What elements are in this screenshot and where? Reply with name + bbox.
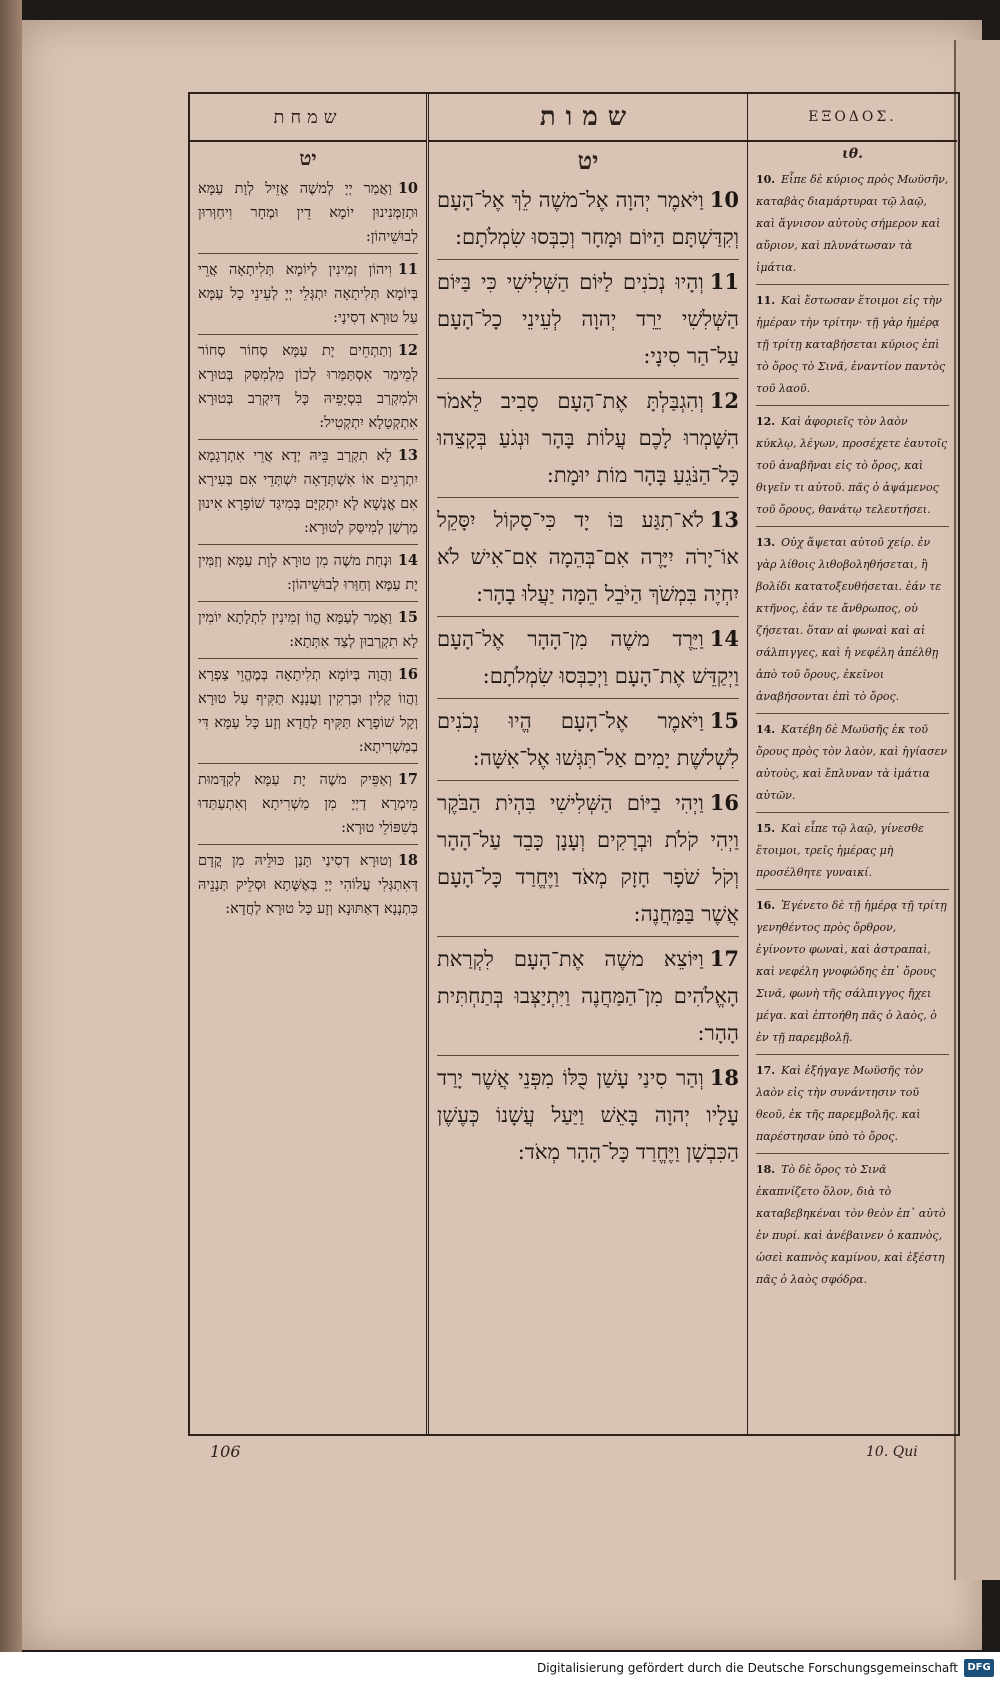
hebrew-verse-text: וַיְהִי בַיּוֹם הַשְּׁלִישִׁי בִּהְיֹת הַבֹּקֶר וַיְהִי קֹלֹת וּבְרָקִים וְעָנָן כָּבֵד עַל־הָהָר וְקֹל שֹׁפָר חָזָק מְאֹד וַיֶּחֱרַד כָּל־הָעָם אֲשֶׁר בַּמַּחֲנֶה: bbox=[437, 791, 739, 926]
greek-header: ΕΞΟΔΟΣ. bbox=[748, 94, 957, 142]
hebrew-verse-text: וַיּוֹצֵא משֶׁה אֶת־הָעָם לִקְרַאת הָאֱלֹהִים מִן־הַמַּחֲנֶה וַיִּתְיַצְּבוּ בְּתַחְתִּית הָהָר: bbox=[437, 947, 739, 1045]
hebrew-verse-text: וַיֹּאמֶר אֶל־הָעָם הֱיוּ נְכֹנִים לִשְׁלשֶׁת יָמִים אַל־תִּגְּשׁוּ אֶל־אִשָּׁה: bbox=[437, 709, 739, 770]
greek-verse-number: 10. bbox=[756, 173, 776, 186]
targum-verse bbox=[198, 254, 418, 335]
catchword: 10. Qui bbox=[866, 1444, 918, 1460]
targum-verse-number: 14 bbox=[397, 552, 418, 569]
targum-verse-number: 11 bbox=[397, 261, 418, 278]
greek-verse-list bbox=[748, 164, 957, 1296]
targum-verse bbox=[198, 602, 418, 659]
targum-verse-number: 15 bbox=[397, 609, 418, 626]
targum-verse-text: וְטוּרָא דְסִינַי תָּנַן כּוּלֵּיהּ מִן קֳדָם דְּאִתְגְּלִי עֲלוֹהִי יְיָ בְּאֶשָּׁתָא וּסְלֵיק תְּנָנֵיהּ כִּתְנָנָא דְאַתּוּנָא וְזָע כָּל טוּרָא לַחֲדָא: bbox=[198, 853, 418, 917]
targum-verse-text: וַהֲוָה בְּיוֹמָא תְלִיתָאָה בְּמֶהֱוֵי צַפְרָא וַהֲווֹ קָלִין וּבַרְקִין וַעֲנָנָא תַקִּיף עַל טוּרָא וְקָל שׁוֹפָרָא תַּקִּיף לַחֲדָא וְזָע כָּל עַמָּא דִּי בְמַשְׁרִיתָא: bbox=[198, 667, 418, 755]
hebrew-verse bbox=[437, 937, 739, 1056]
greek-verse-text: Τὸ δὲ ὄρος τὸ Σινᾶ ἐκαπνίζετο ὅλον, διὰ τὸ καταβεβηκέναι τὸν θεὸν ἐπ᾽ αὐτὸ ἐν πυρί. καὶ ἀνέβαινεν ὁ καπνὸς, ὡσεὶ καπνὸς καμίνου, καὶ ἐξέστη πᾶς ὁ λαὸς σφόδρα. bbox=[756, 1163, 946, 1286]
greek-verse bbox=[756, 813, 949, 890]
greek-chapter: ιθ. bbox=[842, 146, 863, 162]
hebrew-verse-number: 17 bbox=[709, 946, 739, 971]
targum-verse-number: 10 bbox=[397, 180, 418, 197]
targum-verse-number: 18 bbox=[397, 852, 418, 869]
hebrew-verse-number: 12 bbox=[709, 388, 739, 413]
hebrew-verse-text: וַיֵּרֶד משֶׁה מִן־הָהָר אֶל־הָעָם וַיְקַדֵּשׁ אֶת־הָעָם וַיְכַבְּסוּ שִׂמְלֹתָם: bbox=[437, 627, 739, 688]
hebrew-verse bbox=[437, 260, 739, 379]
greek-verse-number: 11. bbox=[756, 294, 776, 307]
hebrew-verse bbox=[437, 1056, 739, 1174]
hebrew-verse bbox=[437, 781, 739, 937]
hebrew-chapter: יט bbox=[577, 146, 599, 175]
hebrew-verse-text: וְהָיוּ נְכֹנִים לַיּוֹם הַשְּׁלִישִׁי כִּי בַּיּוֹם הַשְּׁלִשִׁי יֵרֵד יְהוָה לְעֵינֵי כָל־הָעָם עַל־הַר סִינָי: bbox=[437, 270, 739, 368]
hebrew-verse-number: 14 bbox=[709, 626, 739, 651]
targum-verse bbox=[198, 173, 418, 254]
greek-verse bbox=[756, 714, 949, 813]
greek-verse-text: Ἐγένετο δὲ τῇ ἡμέρᾳ τῇ τρίτῃ γενηθέντος πρὸς ὄρθρον, ἐγίνοντο φωναὶ, καὶ ἀστραπαὶ, καὶ νεφέλη γνοφώδης ἐπ᾽ ὄρους Σινᾶ, φωνὴ τῆς σάλπιγγος ἤχει μέγα. καὶ ἐπτοήθη πᾶς ὁ λαὸς, ὁ ἐν τῇ παρεμβολῇ. bbox=[756, 899, 947, 1044]
greek-verse-text: Οὐχ ἅψεται αὐτοῦ χείρ. ἐν γὰρ λίθοις λιθοβοληθήσεται, ἢ βολίδι κατατοξευθήσεται. ἐάν τε κτῆνος, ἐάν τε ἄνθρωπος, οὐ ζήσεται. ὅταν αἱ φωναὶ καὶ αἱ σάλπιγγες, καὶ ἡ νεφέλη ἀπέλθῃ ἀπὸ τοῦ ὄρους, ἐκεῖνοι ἀναβήσονται ἐπὶ τὸ ὄρος. bbox=[756, 536, 942, 703]
targum-verse-text: וַאֲמַר לְעַמָּא הֱווֹ זְמִינִין לִתְלָתָא יוֹמִין לָא תִקְרְבוּן לְצַד אִתְּתָא: bbox=[198, 610, 418, 650]
hebrew-verse-number: 11 bbox=[709, 269, 739, 294]
greek-verse bbox=[756, 1055, 949, 1154]
targum-verse-number: 13 bbox=[397, 447, 418, 464]
targum-verse bbox=[198, 659, 418, 764]
hebrew-verse bbox=[437, 498, 739, 617]
hebrew-verse bbox=[437, 178, 739, 260]
hebrew-verse-text: וְהַר סִינַי עָשַׁן כֻּלּוֹ מִפְּנֵי אֲשֶׁר יָרַד עָלָיו יְהוָה בָּאֵשׁ וַיַּעַל עֲשָׁנוֹ כְּעֶשֶׁן הַכִּבְשָׁן וַיֶּחֱרַד כָּל־הָהָר מְאֹד: bbox=[437, 1066, 739, 1164]
targum-verse bbox=[198, 440, 418, 545]
greek-verse-number: 15. bbox=[756, 822, 776, 835]
greek-column bbox=[747, 94, 957, 1434]
targum-verse-text: וּנְחַת משֶׁה מִן טוּרָא לְוָת עַמָּא וְזַמִּין יָת עַמָּא וְחַוַּרוּ לְבוּשֵׁיהוֹן: bbox=[198, 553, 418, 593]
targum-verse-number: 17 bbox=[397, 771, 418, 788]
targum-verse-number: 16 bbox=[397, 666, 418, 683]
greek-verse-number: 17. bbox=[756, 1064, 776, 1077]
hebrew-verse-number: 10 bbox=[709, 187, 739, 212]
targum-verse bbox=[198, 545, 418, 602]
next-page-edge bbox=[954, 40, 1000, 1580]
greek-verse-text: Καὶ εἶπε τῷ λαῷ, γίνεσθε ἕτοιμοι, τρεῖς ἡμέρας μὴ προσέλθητε γυναικί. bbox=[756, 822, 924, 879]
greek-verse-number: 16. bbox=[756, 899, 776, 912]
hebrew-verse-text: וַיֹּאמֶר יְהוָה אֶל־משֶׁה לֵךְ אֶל־הָעָם וְקִדַּשְׁתָּם הַיּוֹם וּמָחָר וְכִבְּסוּ שִׂמְלֹתָם: bbox=[437, 188, 739, 249]
hebrew-verse bbox=[437, 617, 739, 699]
hebrew-verse-text: לֹא־תִגַּע בּוֹ יָד כִּי־סָקוֹל יִסָּקֵל אוֹ־יָרֹה יִיָּרֶה אִם־בְּהֵמָה אִם־אִישׁ לֹא יִחְיֶה בִּמְשֹׁךְ הַיֹּבֵל הֵמָּה יַעֲלוּ בָהָר: bbox=[437, 508, 739, 606]
greek-verse-number: 14. bbox=[756, 723, 776, 736]
targum-verse-number: 12 bbox=[397, 342, 418, 359]
greek-verse bbox=[756, 527, 949, 714]
greek-verse-text: Κατέβη δὲ Μωϋσῆς ἐκ τοῦ ὄρους πρὸς τὸν λαὸν, καὶ ἡγίασεν αὐτοὺς, καὶ ἔπλυναν τὰ ἱμάτια αὐτῶν. bbox=[756, 723, 948, 802]
hebrew-column bbox=[426, 94, 748, 1434]
targum-verse-text: וִיהוֹן זְמִינִין לְיוֹמָא תְּלִיתָאָה אֲרֵי בְּיוֹמָא תְּלִיתָאָה יִתְגְּלֵי יְיָ לְעֵינֵי כָל עַמָּא עַל טוּרָא דְסִינָי: bbox=[198, 262, 418, 326]
targum-verse-text: וַאֲמַר יְיָ לְמשֶׁה אֱזֵיל לְוָת עַמָּא וּתְזַמְּנִינוּן יוֹמָא דֵין וּמְחָר וִיחַוְּרוּן לְבוּשֵׁיהוֹן: bbox=[198, 181, 418, 245]
dfg-logo-icon: DFG bbox=[964, 1659, 994, 1677]
targum-chapter: יט bbox=[299, 146, 317, 170]
targum-verse bbox=[198, 764, 418, 845]
greek-verse-text: Εἶπε δὲ κύριος πρὸς Μωϋσῆν, καταβὰς διαμάρτυραι τῷ λαῷ, καὶ ἅγνισον αὐτοὺς σήμερον καὶ αὔριον, καὶ πλυνάτωσαν τὰ ἱμάτια. bbox=[756, 173, 949, 274]
greek-verse-number: 12. bbox=[756, 415, 776, 428]
hebrew-verse-number: 15 bbox=[709, 708, 739, 733]
hebrew-verse-number: 13 bbox=[709, 507, 739, 532]
targum-verse-text: לָא תִקְרַב בֵּיהּ יְדָא אֲרֵי אִתְרְגָמָא יִתְרְגֵים אוֹ אִשְׁתְּדָאָה יִשְׁתְּדֵי אִם בְּעִירָא אִם אֱנָשָׁא לָא יִתְקַיָּם בְּמִיגַּד שׁוֹפָרָא אִינוּן מַרְשַׁן לְמִיסַּק לְטוּרָא: bbox=[198, 448, 418, 536]
hebrew-verse-list bbox=[429, 178, 747, 1174]
greek-verse-text: Καὶ ἔστωσαν ἕτοιμοι εἰς τὴν ἡμέραν τὴν τρίτην· τῇ γὰρ ἡμέρᾳ τῇ τρίτῃ καταβήσεται κύριος ἐπὶ τὸ ὄρος τὸ Σινᾶ, ἐναντίον παντὸς τοῦ λαοῦ. bbox=[756, 294, 946, 395]
greek-verse bbox=[756, 890, 949, 1055]
hebrew-verse-number: 16 bbox=[709, 790, 739, 815]
greek-verse bbox=[756, 285, 949, 406]
page-number: 106 bbox=[210, 1442, 241, 1461]
footer-text: Digitalisierung gefördert durch die Deutsche Forschungsgemeinschaft bbox=[536, 1661, 958, 1675]
greek-verse-number: 18. bbox=[756, 1163, 776, 1176]
digitization-footer bbox=[0, 1652, 1000, 1686]
hebrew-verse-text: וְהִגְבַּלְתָּ אֶת־הָעָם סָבִיב לֵאמֹר הִשָּׁמְרוּ לָכֶם עֲלוֹת בָּהָר וּנְגֹעַ בְּקָצֵהוּ כָּל־הַנֹּגֵעַ בָּהָר מוֹת יוּמָת: bbox=[437, 389, 739, 487]
targum-verse-list bbox=[190, 173, 426, 925]
hebrew-verse bbox=[437, 699, 739, 781]
greek-verse bbox=[756, 406, 949, 527]
greek-verse-text: Καὶ ἐξήγαγε Μωϋσῆς τὸν λαὸν εἰς τὴν συνάντησιν τοῦ θεοῦ, ἐκ τῆς παρεμβολῆς. καὶ παρέστησαν ὑπὸ τὸ ὄρος. bbox=[756, 1064, 924, 1143]
polyglot-frame bbox=[188, 92, 960, 1436]
targum-verse-text: וְאַפֵּיק משֶׁה יָת עַמָּא לְקַדָּמוּת מֵימְרָא דַיְיָ מִן מַשְׁרִיתָא וְאִתְעַתַּדוּ בְּשִׁפּוֹלֵי טוּרָא: bbox=[198, 772, 418, 836]
greek-verse bbox=[756, 1154, 949, 1296]
book-spine-edge bbox=[0, 0, 22, 1686]
targum-verse bbox=[198, 845, 418, 925]
hebrew-verse-number: 18 bbox=[709, 1065, 739, 1090]
targum-verse-text: וְתַתְחֵים יָת עַמָּא סְחוֹר סְחוֹר לְמֵימַר אִסְתַּמַּרוּ לְכוֹן מִלְמִסַּק בְּטוּרָא וּלְמִקְרַב בִּסְיָפֵיהּ כָּל דְּיִקְרַב בְּטוּרָא אִתְקְטָלָא יִתְקְטִיל: bbox=[198, 343, 418, 431]
greek-verse-number: 13. bbox=[756, 536, 776, 549]
greek-verse bbox=[756, 164, 949, 285]
targum-header: שמחת bbox=[190, 94, 426, 142]
hebrew-verse bbox=[437, 379, 739, 498]
targum-column bbox=[190, 94, 427, 1434]
greek-verse-text: Καὶ ἀφοριεῖς τὸν λαὸν κύκλῳ, λέγων, προσέχετε ἑαυτοῖς τοῦ ἀναβῆναι εἰς τὸ ὄρος, καὶ θιγεῖν τι αὐτοῦ. πᾶς ὁ ἁψάμενος τοῦ ὄρους, θανάτῳ τελευτήσει. bbox=[756, 415, 948, 516]
hebrew-header: שמות bbox=[429, 94, 747, 142]
targum-verse bbox=[198, 335, 418, 440]
